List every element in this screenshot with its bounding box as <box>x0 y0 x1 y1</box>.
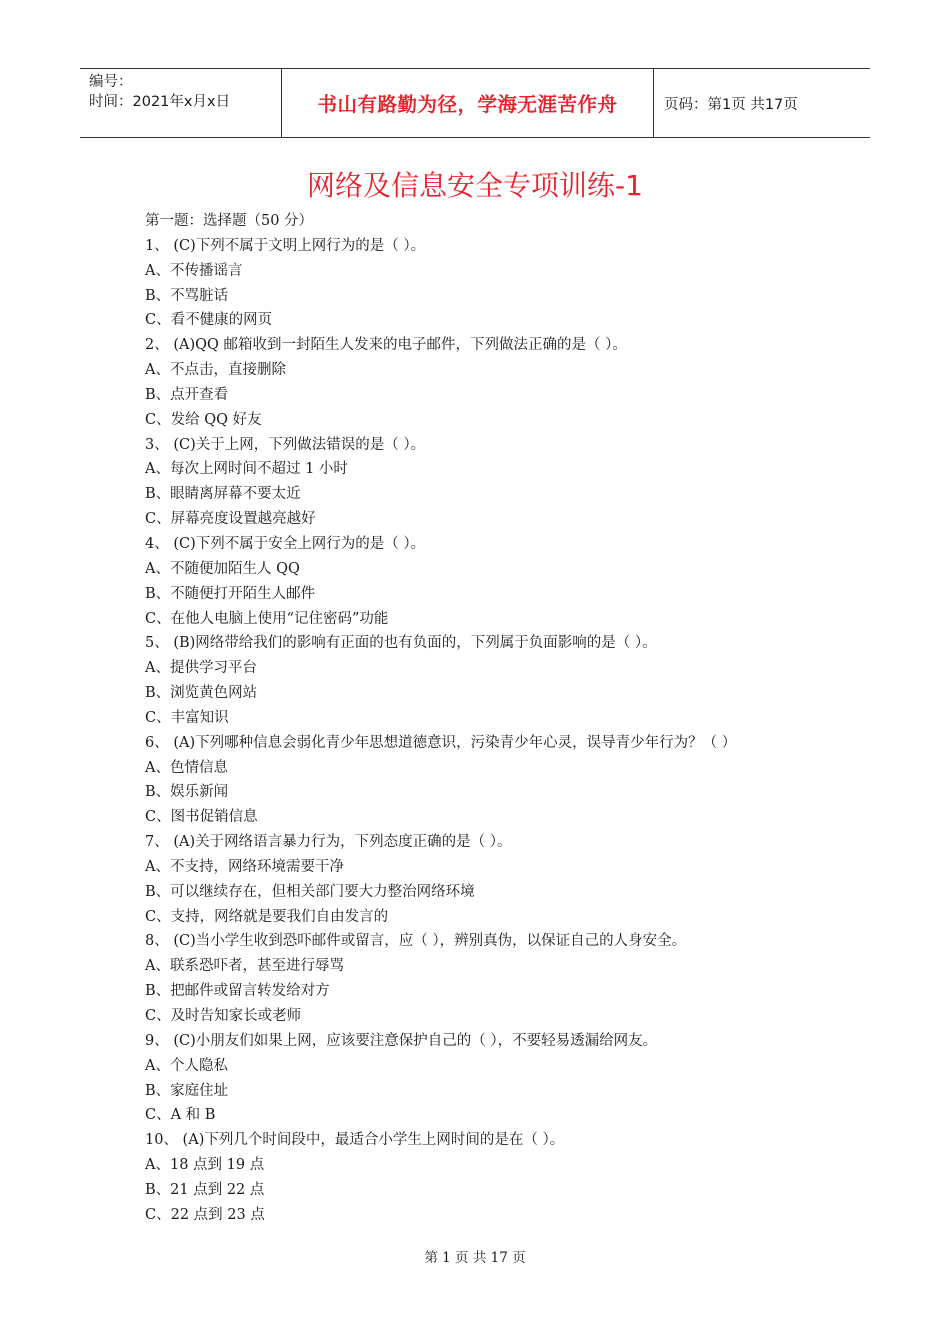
answer-option: C、在他人电脑上使用“记住密码”功能 <box>145 610 389 627</box>
answer-option: A、个人隐私 <box>145 1057 228 1074</box>
answer-option: A、联系恐吓者，甚至进行辱骂 <box>145 958 344 975</box>
question-stem: 1、 (C)下列不属于文明上网行为的是（ ）。 <box>145 237 426 254</box>
answer-option: B、21 点到 22 点 <box>145 1181 265 1198</box>
header-table <box>80 68 870 138</box>
answer-option: B、眼睛离屏幕不要太近 <box>145 486 301 503</box>
answer-option: C、屏幕亮度设置越亮越好 <box>145 511 316 528</box>
header-page-info: 页码：第1页 共17页 <box>664 96 798 113</box>
header-meta <box>80 69 281 137</box>
answer-option: A、色情信息 <box>145 759 228 776</box>
answer-option: B、点开查看 <box>145 386 229 403</box>
question-list <box>145 209 845 1228</box>
question-stem: 5、 (B)网络带给我们的影响有正面的也有负面的，下列属于负面影响的是（ ）。 <box>145 635 657 652</box>
section-heading: 第一题：选择题（50 分） <box>145 213 314 229</box>
answer-option: C、22 点到 23 点 <box>145 1206 265 1223</box>
header-motto-cell <box>281 69 654 137</box>
question-stem: 9、 (C)小朋友们如果上网，应该要注意保护自己的（ ），不要轻易透漏给网友。 <box>145 1032 658 1049</box>
questions-container <box>145 234 845 1228</box>
answer-option: C、丰富知识 <box>145 709 229 726</box>
answer-option: A、提供学习平台 <box>145 660 257 677</box>
answer-option: A、不传播谣言 <box>145 262 243 279</box>
page-footer: 第 1 页 共 17 页 <box>424 1250 526 1266</box>
answer-option: B、可以继续存在，但相关部门要大力整治网络环境 <box>145 883 475 900</box>
answer-option: C、看不健康的网页 <box>145 312 273 329</box>
answer-option: B、娱乐新闻 <box>145 784 229 801</box>
answer-option: B、把邮件或留言转发给对方 <box>145 983 330 1000</box>
answer-option: C、A 和 B <box>145 1107 216 1124</box>
answer-option: A、不支持，网络环境需要干净 <box>145 858 344 875</box>
answer-option: B、家庭住址 <box>145 1082 229 1099</box>
answer-option: B、浏览黄色网站 <box>145 685 258 702</box>
question-stem: 3、 (C)关于上网，下列做法错误的是（ ）。 <box>145 436 426 453</box>
answer-option: B、不随便打开陌生人邮件 <box>145 585 316 602</box>
header-motto: 书山有路勤为径，学海无涯苦作舟 <box>317 93 618 116</box>
time-label: 时间：2021年x月x日 <box>89 94 231 110</box>
answer-option: A、每次上网时间不超过 1 小时 <box>145 461 348 478</box>
answer-option: C、图书促销信息 <box>145 809 258 826</box>
question-stem: 8、 (C)当小学生收到恐吓邮件或留言，应（ ），辨别真伪，以保证自己的人身安全。 <box>145 933 687 950</box>
number-label: 编号： <box>89 74 133 90</box>
answer-option: C、支持，网络就是要我们自由发言的 <box>145 908 389 925</box>
question-stem: 10、 (A)下列几个时间段中，最适合小学生上网时间的是在（ ）。 <box>145 1132 565 1149</box>
question-stem: 2、 (A)QQ 邮箱收到一封陌生人发来的电子邮件，下列做法正确的是（ ）。 <box>145 337 627 354</box>
answer-option: A、不点击，直接删除 <box>145 362 286 379</box>
answer-option: B、不骂脏话 <box>145 287 229 304</box>
answer-option: A、18 点到 19 点 <box>145 1157 265 1174</box>
answer-option: C、发给 QQ 好友 <box>145 411 262 428</box>
question-stem: 6、 (A)下列哪种信息会弱化青少年思想道德意识，污染青少年心灵，误导青少年行为？（ ） <box>145 734 737 751</box>
answer-option: C、及时告知家长或老师 <box>145 1008 302 1024</box>
document-title: 网络及信息安全专项训练-1 <box>307 169 643 202</box>
answer-option: A、不随便加陌生人 QQ <box>145 560 300 577</box>
question-stem: 7、 (A)关于网络语言暴力行为，下列态度正确的是（ ）。 <box>145 834 512 851</box>
question-stem: 4、 (C)下列不属于安全上网行为的是（ ）。 <box>145 535 426 552</box>
